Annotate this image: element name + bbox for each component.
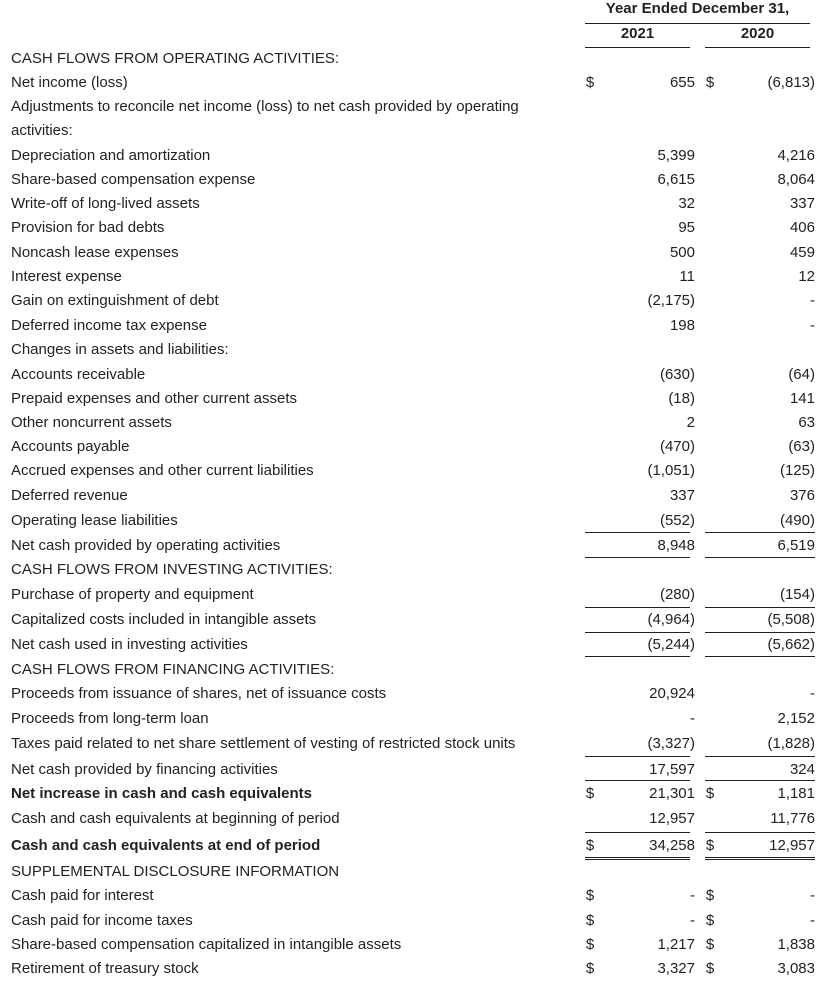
- table-row: [0, 784, 825, 808]
- value-2020: 12,957: [769, 837, 815, 854]
- currency-symbol-2021: $: [585, 785, 595, 802]
- total-rule-2021: [585, 632, 690, 633]
- table-row: [0, 709, 825, 733]
- total-rule-2020: [705, 632, 815, 633]
- total-rule-2020: [705, 857, 815, 858]
- table-row: [0, 340, 825, 364]
- value-2021: 655: [669, 74, 695, 91]
- value-2020: -: [810, 317, 815, 334]
- row-label: Purchase of property and equipment: [11, 586, 254, 603]
- table-row: [0, 585, 825, 609]
- currency-symbol-2020: $: [705, 785, 715, 802]
- currency-symbol-2021: $: [585, 74, 595, 91]
- row-label: Cash and cash equivalents at end of period: [11, 837, 321, 854]
- value-2020: 8,064: [777, 171, 815, 188]
- value-2021: 1,217: [657, 936, 695, 953]
- currency-symbol-2020: $: [705, 960, 715, 977]
- total-rule-2021: [585, 656, 690, 657]
- table-row: [0, 760, 825, 784]
- value-2020: (490): [779, 512, 815, 529]
- table-row: [0, 461, 825, 485]
- value-2020: 337: [789, 195, 815, 212]
- value-2020: 406: [789, 219, 815, 236]
- value-2020: -: [810, 912, 815, 929]
- row-label: Accounts receivable: [11, 366, 146, 383]
- total-rule-2021: [585, 859, 690, 860]
- table-row: [0, 413, 825, 437]
- currency-symbol-2020: $: [705, 887, 715, 904]
- row-label: Cash and cash equivalents at beginning of period: [11, 810, 340, 827]
- value-2020: 63: [798, 414, 815, 431]
- period-header-rule: [585, 23, 810, 24]
- total-rule-2021: [585, 832, 690, 833]
- value-2021: 95: [678, 219, 695, 236]
- row-label: Accrued expenses and other current liabilities: [11, 462, 314, 479]
- table-row: [0, 437, 825, 461]
- value-2020: (6,813): [767, 74, 815, 91]
- row-label: Net cash used in investing activities: [11, 636, 248, 653]
- table-row: [0, 389, 825, 413]
- value-2020: (5,508): [767, 611, 815, 628]
- table-row: [0, 243, 825, 267]
- value-2021: 2: [686, 414, 695, 431]
- row-label: Cash paid for interest: [11, 887, 154, 904]
- table-row: [0, 560, 825, 584]
- value-2021: 337: [669, 487, 695, 504]
- table-row: [0, 365, 825, 389]
- currency-symbol-2020: $: [705, 912, 715, 929]
- total-rule-2021: [585, 532, 690, 533]
- table-row: [0, 170, 825, 194]
- table-row: [0, 49, 825, 73]
- table-row: [0, 635, 825, 659]
- value-2021: (280): [659, 586, 695, 603]
- value-2020: 1,838: [777, 936, 815, 953]
- total-rule-2020: [705, 607, 815, 608]
- table-row: [0, 267, 825, 291]
- value-2021: (18): [668, 390, 695, 407]
- value-2021: 3,327: [657, 960, 695, 977]
- total-rule-2021: [585, 607, 690, 608]
- total-rule-2021: [585, 780, 690, 781]
- row-label: Retirement of treasury stock: [11, 960, 199, 977]
- value-2021: 32: [678, 195, 695, 212]
- total-rule-2020: [705, 656, 815, 657]
- table-row: [0, 610, 825, 634]
- total-rule-2021: [585, 756, 690, 757]
- value-2020: (63): [788, 438, 815, 455]
- value-2020: (64): [788, 366, 815, 383]
- value-2021: (3,327): [647, 735, 695, 752]
- table-row: [0, 886, 825, 910]
- row-label: Proceeds from long-term loan: [11, 710, 209, 727]
- table-row: [0, 97, 825, 121]
- value-2021: 5,399: [657, 147, 695, 164]
- value-2021: (4,964): [647, 611, 695, 628]
- value-2021: 11: [679, 268, 695, 285]
- row-label: Other noncurrent assets: [11, 414, 172, 431]
- column-header-rule-2020: [705, 47, 810, 48]
- table-row: [0, 911, 825, 935]
- total-rule-2020: [705, 780, 815, 781]
- column-header-rule-2021: [585, 47, 690, 48]
- table-row: [0, 218, 825, 242]
- value-2020: 11,776: [770, 810, 815, 827]
- currency-symbol-2021: $: [585, 887, 595, 904]
- value-2020: (1,828): [767, 735, 815, 752]
- value-2021: (470): [659, 438, 695, 455]
- value-2020: (125): [779, 462, 815, 479]
- table-row: [0, 146, 825, 170]
- value-2021: (630): [659, 366, 695, 383]
- row-label: SUPPLEMENTAL DISCLOSURE INFORMATION: [11, 863, 340, 880]
- value-2021: 500: [669, 244, 695, 261]
- row-label: CASH FLOWS FROM INVESTING ACTIVITIES:: [11, 561, 333, 578]
- value-2020: 141: [789, 390, 815, 407]
- row-label: Share-based compensation expense: [11, 171, 256, 188]
- total-rule-2021: [585, 557, 690, 558]
- row-label: Interest expense: [11, 268, 122, 285]
- row-label: CASH FLOWS FROM OPERATING ACTIVITIES:: [11, 50, 340, 67]
- value-2020: 6,519: [777, 537, 815, 554]
- value-2021: (1,051): [647, 462, 695, 479]
- row-label: Changes in assets and liabilities:: [11, 341, 229, 358]
- currency-symbol-2021: $: [585, 837, 595, 854]
- row-label: Gain on extinguishment of debt: [11, 292, 219, 309]
- value-2021: -: [690, 710, 695, 727]
- row-label: Deferred income tax expense: [11, 317, 207, 334]
- row-label: Capitalized costs included in intangible assets: [11, 611, 317, 628]
- table-row: [0, 194, 825, 218]
- row-label: Cash paid for income taxes: [11, 912, 193, 929]
- table-row: [0, 809, 825, 833]
- currency-symbol-2020: $: [705, 74, 715, 91]
- table-row: [0, 935, 825, 959]
- row-label: Write-off of long-lived assets: [11, 195, 200, 212]
- table-row: [0, 836, 825, 860]
- row-label: Operating lease liabilities: [11, 512, 178, 529]
- table-row: [0, 291, 825, 315]
- column-header-2020: 2020: [740, 25, 775, 42]
- table-row: [0, 660, 825, 684]
- value-2021: 8,948: [657, 537, 695, 554]
- total-rule-2020: [705, 859, 815, 860]
- value-2020: -: [810, 887, 815, 904]
- period-header: Year Ended December 31,: [605, 0, 790, 17]
- currency-symbol-2021: $: [585, 936, 595, 953]
- table-row: [0, 536, 825, 560]
- value-2021: 6,615: [657, 171, 695, 188]
- row-label: Deferred revenue: [11, 487, 128, 504]
- row-label: activities:: [11, 122, 73, 139]
- value-2020: 324: [789, 761, 815, 778]
- table-row: [0, 862, 825, 886]
- value-2021: (2,175): [647, 292, 695, 309]
- row-label: Prepaid expenses and other current assets: [11, 390, 298, 407]
- table-row: [0, 734, 825, 758]
- value-2021: -: [690, 912, 695, 929]
- value-2020: 1,181: [777, 785, 815, 802]
- total-rule-2020: [705, 532, 815, 533]
- total-rule-2020: [705, 756, 815, 757]
- value-2020: 12: [798, 268, 815, 285]
- value-2021: 12,957: [649, 810, 695, 827]
- value-2020: 459: [789, 244, 815, 261]
- column-header-2021: 2021: [620, 25, 655, 42]
- row-label: Proceeds from issuance of shares, net of issuance costs: [11, 685, 387, 702]
- table-row: [0, 684, 825, 708]
- total-rule-2020: [705, 832, 815, 833]
- value-2020: (5,662): [767, 636, 815, 653]
- table-row: [0, 511, 825, 535]
- value-2021: 20,924: [649, 685, 695, 702]
- value-2020: 3,083: [777, 960, 815, 977]
- row-label: Net increase in cash and cash equivalents: [11, 785, 312, 802]
- row-label: Noncash lease expenses: [11, 244, 179, 261]
- value-2021: (552): [659, 512, 695, 529]
- total-rule-2020: [705, 557, 815, 558]
- table-row: [0, 316, 825, 340]
- table-row: [0, 121, 825, 145]
- row-label: Net income (loss): [11, 74, 128, 91]
- value-2021: 17,597: [649, 761, 695, 778]
- row-label: Net cash provided by operating activities: [11, 537, 281, 554]
- row-label: Share-based compensation capitalized in intangible assets: [11, 936, 402, 953]
- value-2021: (5,244): [647, 636, 695, 653]
- row-label: Depreciation and amortization: [11, 147, 211, 164]
- row-label: Provision for bad debts: [11, 219, 165, 236]
- table-row: [0, 486, 825, 510]
- value-2020: -: [810, 292, 815, 309]
- value-2020: 4,216: [777, 147, 815, 164]
- table-row: [0, 959, 825, 983]
- value-2021: 34,258: [649, 837, 695, 854]
- value-2021: -: [690, 887, 695, 904]
- value-2020: 2,152: [777, 710, 815, 727]
- currency-symbol-2020: $: [705, 936, 715, 953]
- currency-symbol-2020: $: [705, 837, 715, 854]
- row-label: Net cash provided by financing activities: [11, 761, 278, 778]
- table-row: [0, 73, 825, 97]
- value-2020: 376: [789, 487, 815, 504]
- row-label: Taxes paid related to net share settlement of vesting of restricted stock units: [11, 735, 516, 752]
- row-label: Accounts payable: [11, 438, 130, 455]
- row-label: CASH FLOWS FROM FINANCING ACTIVITIES:: [11, 661, 335, 678]
- value-2021: 198: [669, 317, 695, 334]
- row-label: Adjustments to reconcile net income (loss) to net cash provided by operating: [11, 98, 519, 115]
- currency-symbol-2021: $: [585, 960, 595, 977]
- total-rule-2021: [585, 857, 690, 858]
- currency-symbol-2021: $: [585, 912, 595, 929]
- value-2020: -: [810, 685, 815, 702]
- value-2021: 21,301: [649, 785, 695, 802]
- value-2020: (154): [779, 586, 815, 603]
